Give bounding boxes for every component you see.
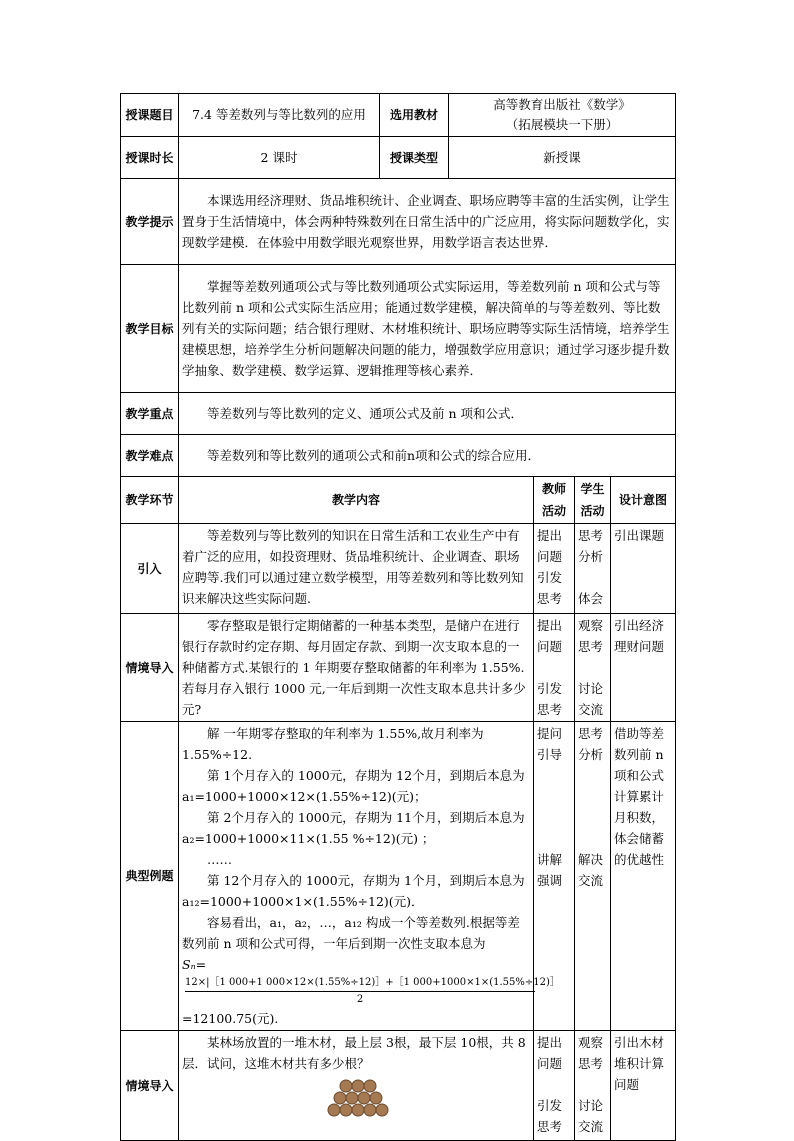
example-teacher-2: 讲解强调 xyxy=(537,852,563,888)
spacer xyxy=(537,765,571,849)
spacer xyxy=(578,1074,607,1095)
spacer xyxy=(537,657,571,678)
tips-text: 本课选用经济理财、货品堆积统计、企业调查、职场应聘等丰富的生活实例，让学生置身于生活情境中，体会两种特殊数列在日常生活中的广泛应用，将实际问题数学化，实现数学建模．在体验中用数学眼光观察世界，用数学语言表达世界． xyxy=(179,179,676,265)
tips-label: 教学提示 xyxy=(121,179,179,265)
textbook-label: 选用教材 xyxy=(380,94,449,137)
textbook-line2: （拓展模块一下册） xyxy=(505,117,619,132)
intro-teacher xyxy=(534,524,575,614)
table-row xyxy=(121,722,676,1031)
col-student-header: 学生活动 xyxy=(575,477,611,524)
difficulties-label: 教学难点 xyxy=(121,435,179,477)
spacer xyxy=(578,765,607,849)
example-student xyxy=(575,722,611,1031)
scenario1-stage: 情境导入 xyxy=(121,614,179,722)
example-line3: 第 2个月存入的 1000元，存期为 11个月，到期后本息为 a₂=1000+1000×11×(1.55 %÷12)(元) ； xyxy=(182,810,525,846)
example-sn: Sₙ= xyxy=(182,957,207,972)
scenario1-student-2: 讨论交流 xyxy=(578,681,604,717)
example-student-1: 思考分析 xyxy=(578,726,604,762)
hours-value: 2 课时 xyxy=(179,137,380,179)
col-stage-header: 教学环节 xyxy=(121,477,179,524)
course-topic-label: 授课题目 xyxy=(121,94,179,137)
scenario2-student xyxy=(575,1031,611,1141)
course-topic: 7.4 等差数列与等比数列的应用 xyxy=(179,94,380,137)
intro-design: 引出课题 xyxy=(611,524,676,614)
col-teacher-header: 教师活动 xyxy=(534,477,575,524)
goals-label: 教学目标 xyxy=(121,265,179,393)
lesson-plan-table xyxy=(120,93,676,1141)
table-row xyxy=(121,614,676,722)
intro-student-1: 思考分析 xyxy=(578,528,604,564)
table-row xyxy=(121,1031,676,1141)
col-design-header: 设计意图 xyxy=(611,477,676,524)
key-points-text: 等差数列与等比数列的定义、通项公式及前 n 项和公式． xyxy=(179,393,676,435)
type-value: 新授课 xyxy=(449,137,676,179)
intro-teacher-1: 提出问题 xyxy=(537,528,563,564)
intro-student xyxy=(575,524,611,614)
example-line5: 第 12个月存入的 1000元，存期为 1个月，到期后本息为 a₁₂=1000+1000×1×(1.55%÷12)(元)． xyxy=(182,873,525,909)
key-points-label: 教学重点 xyxy=(121,393,179,435)
example-design: 借助等差数列前 n 项和公式计算累计月积数，体会储蓄的优越性 xyxy=(611,722,676,1031)
intro-content: 等差数列与等比数列的知识在日常生活和工农业生产中有着广泛的应用，如投资理财、货品堆积统计、企业调查、职场应聘等.我们可以通过建立数学模型，用等差数列和等比数列知识来解决这些实际问题. xyxy=(179,524,534,614)
example-result: =12100.75(元). xyxy=(182,1011,279,1026)
fraction-numerator: 12×|［1 000+1 000×12×(1.55%÷12)］+［1 000+1000×1×(1.55%÷12)］ xyxy=(185,975,535,992)
example-teacher-1: 提问引导 xyxy=(537,726,563,762)
type-label: 授课类型 xyxy=(380,137,449,179)
scenario2-teacher xyxy=(534,1031,575,1141)
spacer xyxy=(578,567,607,588)
example-line2: 第 1个月存入的 1000元，存期为 12个月，到期后本息为 a₁=1000+1000×12×(1.55%÷12)(元)； xyxy=(182,768,525,804)
log-pile-image xyxy=(306,1078,406,1118)
example-line4: …… xyxy=(207,852,232,867)
scenario1-content: 零存整取是银行定期储蓄的一种基本类型，是储户在进行银行存款时约定存期、每月固定存款、到期一次支取本息的一种储蓄方式.某银行的 1 年期要存整取储蓄的年利率为 1.55%.若每月存入银行 1000 元,一年后到期一次性支取本息共计多少元? xyxy=(179,614,534,722)
scenario2-student-1: 观察思考 xyxy=(578,1035,604,1071)
scenario1-teacher-1: 提出问题 xyxy=(537,618,563,654)
col-content-header: 教学内容 xyxy=(179,477,534,524)
scenario2-content: 某林场放置的一堆木材，最上层 3根，最下层 10根，共 8层．试问，这堆木材共有多少根？ xyxy=(182,1035,526,1071)
scenario2-design: 引出木材堆积计算问题 xyxy=(611,1031,676,1141)
goals-text: 掌握等差数列通项公式与等比数列通项公式实际运用，等差数列前 n 项和公式与等比数列前 n 项和公式实际生活应用；能通过数学建模，解决简单的与等差数列、等比数列有关的实际问题；结合银行理财、木材堆积统计、职场应聘等实际生活情境，培养学生建模思想，培养学生分析问题解决问题的能力，增强数学应用意识；通过学习逐步提升数学抽象、数学建模、数学运算、逻辑推理等核心素养． xyxy=(179,265,676,393)
scenario2-teacher-2: 引发思考 xyxy=(537,1098,563,1134)
hours-label: 授课时长 xyxy=(121,137,179,179)
lesson-plan-page xyxy=(120,93,675,1141)
intro-stage: 引入 xyxy=(121,524,179,614)
spacer xyxy=(537,1074,571,1095)
example-line1: 解 一年期零存整取的年利率为 1.55%,故月利率为 1.55%÷12. xyxy=(182,726,484,762)
difficulties-text: 等差数列和等比数列的通项公式和前n项和公式的综合应用． xyxy=(179,435,676,477)
scenario2-stage: 情境导入 xyxy=(121,1031,179,1141)
scenario2-student-2: 讨论交流 xyxy=(578,1098,604,1134)
intro-student-2: 体会 xyxy=(578,591,604,606)
textbook-line1: 高等教育出版社《数学》 xyxy=(493,97,631,112)
spacer xyxy=(578,657,607,678)
example-student-2: 解决交流 xyxy=(578,852,604,888)
scenario2-teacher-1: 提出问题 xyxy=(537,1035,563,1071)
example-line6: 容易看出，a₁，a₂，…，a₁₂ 构成一个等差数列.根据等差数列前 n 项和公式可得，一年后到期一次性支取本息为 xyxy=(182,915,520,951)
intro-teacher-2: 引发思考 xyxy=(537,570,563,606)
scenario1-student xyxy=(575,614,611,722)
example-fraction xyxy=(185,975,560,1008)
scenario1-teacher-2: 引发思考 xyxy=(537,681,563,717)
textbook-cell xyxy=(449,94,676,137)
scenario1-student-1: 观察思考 xyxy=(578,618,604,654)
scenario1-design: 引出经济理财问题 xyxy=(611,614,676,722)
table-row xyxy=(121,524,676,614)
scenario2-content-cell xyxy=(179,1031,534,1141)
scenario1-teacher xyxy=(534,614,575,722)
fraction-denominator: 2 xyxy=(356,994,364,1005)
example-stage: 典型例题 xyxy=(121,722,179,1031)
